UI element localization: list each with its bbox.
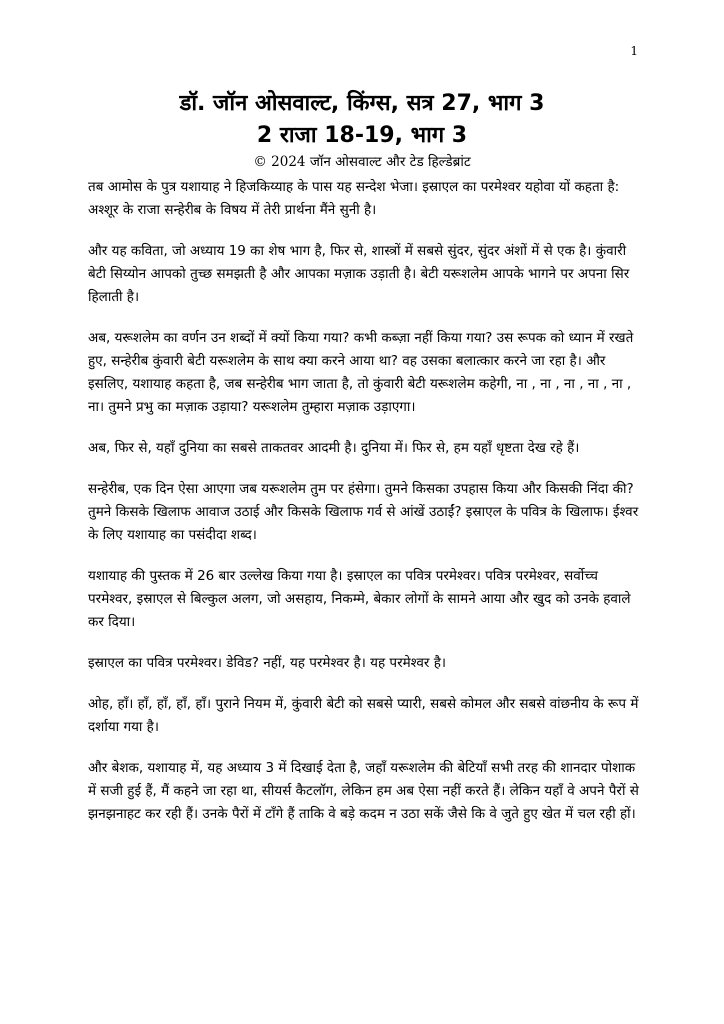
document-title: डॉ. जॉन ओसवाल्ट, किंग्स, सत्र 27, भाग 3	[179, 91, 545, 116]
paragraph-5: सन्हेरीब, एक दिन ऐसा आएगा जब यरूशलेम तुम पर हंसेगा। तुमने किसका उपहास किया और किसकी निंदा की? तुमने किसके खिलाफ आवाज उठाई और किसके खिलाफ गर्व से आंखें उठाईं? इस्राएल के पवित्र के खिलाफ। ईश्वर के लिए यशायाह का पसंदीदा शब्द।	[88, 481, 639, 543]
page-number: 1	[630, 44, 638, 58]
paragraph-7: इस्राएल का पवित्र परमेश्वर। डेविड? नहीं, यह परमेश्वर है। यह परमेश्वर है।	[88, 655, 447, 671]
document-header	[90, 88, 634, 172]
copyright-notice: © 2024 जॉन ओसवाल्ट और टेड हिल्डेब्रांट	[253, 154, 471, 170]
document-subtitle: 2 राजा 18-19, भाग 3	[256, 123, 468, 148]
paragraph-6: यशायाह की पुस्तक में 26 बार उल्लेख किया गया है। इस्राएल का पवित्र परमेश्वर। पवित्र परमेश्वर, सर्वोच्च परमेश्वर, इस्राएल से बिल्कुल अलग, जो असहाय, निकम्मे, बेकार लोगों के सामने आया और खुद को उनके हवाले कर दिया।	[88, 568, 631, 630]
paragraph-2: और यह कविता, जो अध्याय 19 का शेष भाग है, फिर से, शास्त्रों में सबसे सुंदर, सुंदर अंशों में से एक है। कुंवारी बेटी सिय्योन आपको तुच्छ समझती है और आपका मज़ाक उड़ाती है। बेटी यरूशलेम आपके भागने पर अपना सिर हिलाती है।	[88, 243, 630, 305]
paragraph-1: तब आमोस के पुत्र यशायाह ने हिजकिय्याह के पास यह सन्देश भेजा। इस्राएल का परमेश्वर यहोवा यों कहता है: अश्शूर के राजा सन्हेरीब के विषय में तेरी प्रार्थना मैंने सुनी है।	[88, 179, 620, 218]
document-body	[88, 176, 640, 844]
paragraph-4: अब, फिर से, यहाँ दुनिया का सबसे ताकतवर आदमी है। दुनिया में। फिर से, हम यहाँ धृष्टता देख रहे हैं।	[88, 440, 580, 456]
paragraph-3: अब, यरूशलेम का वर्णन उन शब्दों में क्यों किया गया? कभी कब्ज़ा नहीं किया गया? उस रूपक को ध्यान में रखते हुए, सन्हेरीब कुंवारी बेटी यरूशलेम के साथ क्या करने आया था? वह उसका बलात्कार करने जा रहा है। और इसलिए, यशायाह कहता है, जब सन्हेरीब भाग जाता है, तो कुंवारी बेटी यरूशलेम कहेगी, ना , ना , ना , ना , ना , ना। तुमने प्रभु का मज़ाक उड़ाया? यरूशलेम तुम्हारा मज़ाक उड़ाएगा।	[88, 330, 634, 415]
paragraph-8: ओह, हाँ। हाँ, हाँ, हाँ, हाँ। पुराने नियम में, कुंवारी बेटी को सबसे प्यारी, सबसे कोमल और सबसे वांछनीय के रूप में दर्शाया गया है।	[88, 696, 639, 735]
paragraph-9: और बेशक, यशायाह में, यह अध्याय 3 में दिखाई देता है, जहाँ यरूशलेम की बेटियाँ सभी तरह की शानदार पोशाक में सजी हुई हैं, मैं कहने जा रहा था, सीयर्स कैटलॉग, लेकिन हम अब ऐसा नहीं करते हैं। लेकिन यहाँ वे अपने पैरों से झनझनाहट कर रही हैं। उनके पैरों में टाँगे हैं ताकि वे बड़े कदम न उठा सकें जैसे कि वे जुते हुए खेत में चल रही हों।	[88, 760, 639, 822]
